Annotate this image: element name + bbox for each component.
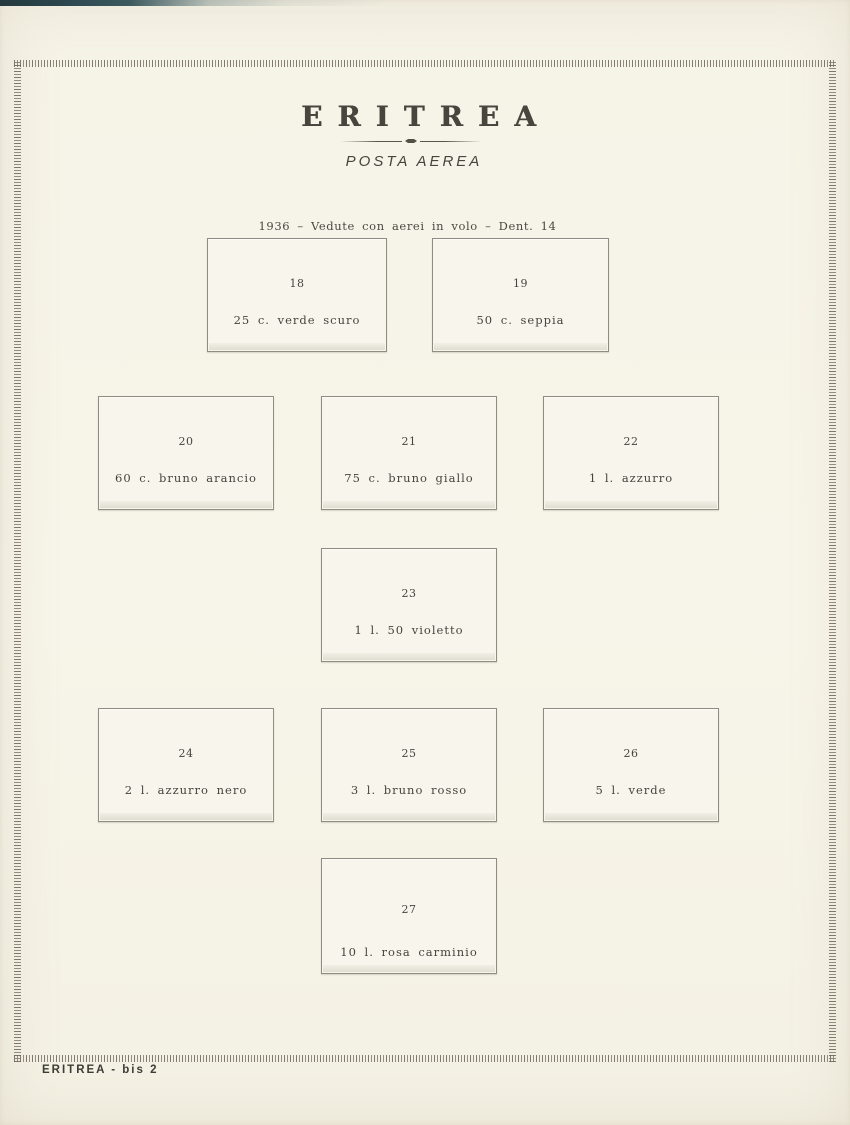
stamp-box-25 (321, 708, 497, 822)
stamp-box-24 (98, 708, 274, 822)
scan-spine-strip (0, 0, 520, 6)
stamp-box-bevel (323, 965, 495, 972)
series-heading: 1936 – Vedute con aerei in volo – Dent. 14 (258, 219, 557, 233)
frame-border-top (14, 60, 836, 67)
stamp-box-18 (207, 238, 387, 352)
stamp-caption: 10 l. rosa carminio (340, 945, 478, 959)
divider-line-left (340, 141, 402, 142)
stamp-caption: 5 l. verde (595, 783, 667, 797)
stamp-box-23 (321, 548, 497, 662)
stamp-number: 27 (401, 903, 417, 916)
stamp-box-bevel (100, 501, 272, 508)
stamp-box-bevel (323, 501, 495, 508)
page-title: ERITREA (301, 100, 551, 133)
stamp-number: 21 (401, 435, 417, 448)
stamp-caption: 25 c. verde scuro (233, 313, 361, 327)
stamp-number: 26 (623, 747, 639, 760)
stamp-number: 22 (623, 435, 639, 448)
stamp-caption: 1 l. 50 violetto (354, 623, 464, 637)
stamp-box-bevel (100, 813, 272, 820)
stamp-caption: 75 c. bruno giallo (344, 471, 474, 485)
stamp-caption: 3 l. bruno rosso (350, 783, 468, 797)
stamp-number: 24 (178, 747, 194, 760)
stamp-box-20 (98, 396, 274, 510)
stamp-caption: 60 c. bruno arancio (115, 471, 257, 485)
stamp-box-bevel (545, 813, 717, 820)
frame-border-right (829, 60, 836, 1062)
stamp-number: 25 (401, 747, 417, 760)
stamp-box-bevel (323, 813, 495, 820)
stamp-caption: 1 l. azzurro (588, 471, 674, 485)
stamp-box-bevel (434, 343, 607, 350)
stamp-box-bevel (323, 653, 495, 660)
stamp-box-21 (321, 396, 497, 510)
page-subtitle: POSTA AEREA (345, 153, 483, 170)
stamp-caption: 50 c. seppia (476, 313, 565, 327)
stamp-box-26 (543, 708, 719, 822)
stamp-number: 19 (513, 277, 528, 290)
stamp-box-bevel (545, 501, 717, 508)
stamp-number: 23 (401, 587, 417, 600)
stamp-box-bevel (209, 343, 385, 350)
footer-page-label: ERITREA - bis 2 (42, 1064, 159, 1076)
stamp-number: 20 (178, 435, 194, 448)
stamp-box-22 (543, 396, 719, 510)
divider-line-right (420, 141, 482, 142)
frame-border-left (14, 60, 21, 1062)
divider-ornament (405, 139, 417, 143)
title-divider (0, 139, 822, 143)
frame-border-bottom (14, 1055, 836, 1062)
stamp-caption: 2 l. azzurro nero (124, 783, 248, 797)
stamp-box-27 (321, 858, 497, 974)
stamp-number: 18 (289, 277, 305, 290)
stamp-box-19 (432, 238, 609, 352)
